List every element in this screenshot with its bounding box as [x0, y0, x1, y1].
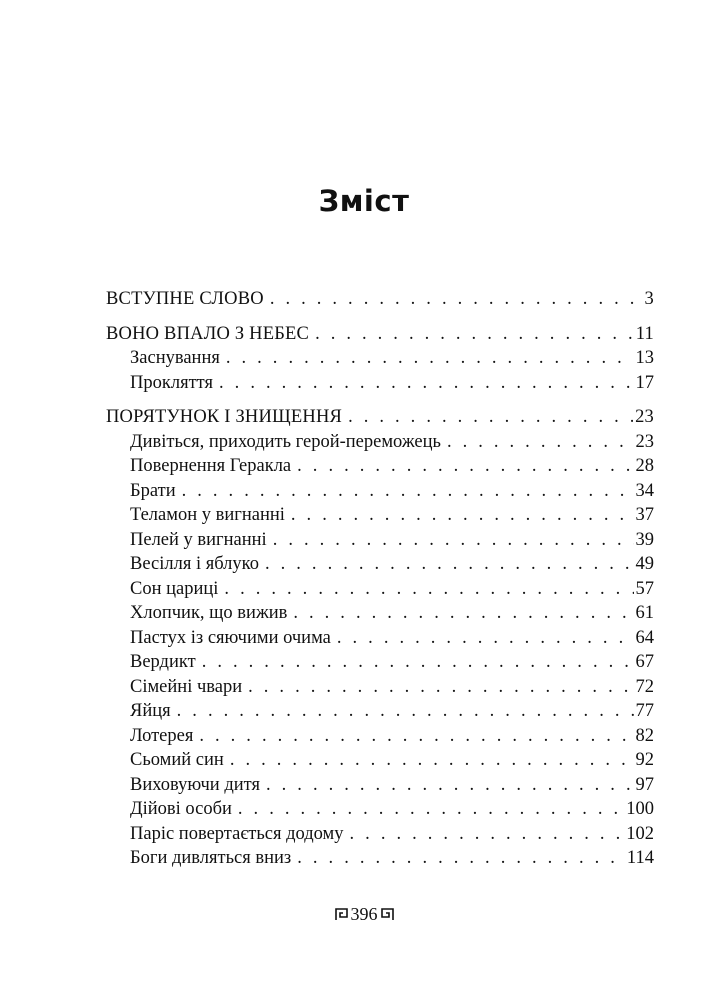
toc-entry-title: Яйця [130, 701, 171, 721]
toc-entry-page-number: 23 [635, 431, 654, 452]
toc-entry-page-number: 39 [635, 529, 654, 550]
dot-leader [297, 846, 625, 871]
toc-entry-title: Хлопчик, що вижив [130, 603, 288, 623]
toc-entry-page-number: 72 [635, 676, 654, 697]
dot-leader [265, 552, 634, 577]
toc-chapter-entry [106, 797, 654, 822]
toc-entry-page-number: 114 [626, 848, 654, 868]
dot-leader [266, 773, 634, 798]
toc-part-entry [106, 287, 654, 312]
dot-leader [182, 479, 634, 504]
toc-chapter-entry [106, 479, 654, 504]
toc-entry-page-number: 13 [635, 348, 654, 368]
toc-chapter-entry [106, 822, 654, 847]
toc-entry-title: Лотерея [130, 725, 194, 746]
toc-entry-page-number: 37 [635, 505, 654, 525]
toc-chapter-entry [106, 528, 654, 553]
toc-part-entry [106, 322, 654, 347]
toc-chapter-entry [106, 626, 654, 651]
toc-entry-title: ВОНО ВПАЛО З НЕБЕС [106, 323, 310, 344]
toc-entry-page-number: 17 [635, 372, 654, 393]
toc-entry-page-number: 49 [635, 554, 654, 574]
toc-chapter-entry [106, 371, 654, 396]
dot-leader [199, 724, 633, 749]
dot-leader [230, 748, 634, 773]
toc-chapter-entry [106, 430, 654, 455]
toc-chapter-entry [106, 724, 654, 749]
toc-part-entry [106, 405, 654, 430]
toc-entry-page-number: 28 [635, 456, 654, 476]
dot-leader [293, 601, 633, 626]
page-footer [0, 904, 728, 924]
dot-leader [270, 287, 643, 312]
toc-chapter-entry [106, 748, 654, 773]
page-number [335, 904, 394, 924]
dot-leader [248, 675, 633, 700]
toc-entry-page-number: 82 [635, 725, 654, 746]
toc-entry-page-number: 23 [635, 407, 654, 427]
toc-entry-title: Дивіться, приходить герой-переможець [130, 431, 441, 452]
toc-chapter-entry [106, 503, 654, 528]
dot-leader [337, 626, 634, 651]
toc-chapter-entry [106, 552, 654, 577]
dot-leader [219, 371, 633, 396]
toc-entry-page-number: 61 [635, 603, 654, 623]
toc-chapter-entry [106, 601, 654, 626]
toc-chapter-entry [106, 699, 654, 724]
dot-leader [447, 430, 634, 455]
toc-entry-title: Сьомий син [130, 750, 224, 770]
toc-entry-page-number: 77 [635, 701, 654, 721]
page-number-text: 396 [350, 904, 378, 924]
toc-entry-page-number: 102 [626, 823, 654, 844]
table-of-contents [106, 287, 654, 871]
toc-entry-title: Весілля і яблуко [130, 554, 259, 574]
toc-entry-page-number: 11 [635, 323, 654, 344]
dot-leader [315, 322, 634, 347]
toc-chapter-entry [106, 846, 654, 871]
toc-chapter-entry [106, 773, 654, 798]
toc-entry-title: Брати [130, 480, 176, 501]
dot-leader [238, 797, 624, 822]
dot-leader [224, 577, 633, 602]
toc-entry-page-number: 3 [644, 289, 654, 309]
toc-entry-title: Вердикт [130, 652, 196, 672]
dot-leader [297, 454, 633, 479]
toc-entry-title: Пастух із сяючими очима [130, 627, 331, 648]
dot-leader [273, 528, 634, 553]
toc-entry-title: Сімейні чвари [130, 676, 243, 697]
toc-entry-page-number: 34 [635, 480, 654, 501]
toc-entry-title: ПОРЯТУНОК І ЗНИЩЕННЯ [106, 407, 343, 427]
toc-entry-title: Паріс повертається додому [130, 823, 344, 844]
toc-entry-title: Дійові особи [130, 799, 232, 819]
toc-entry-title: Боги дивляться вниз [130, 848, 292, 868]
toc-chapter-entry [106, 675, 654, 700]
dot-leader [226, 346, 634, 371]
toc-chapter-entry [106, 650, 654, 675]
dot-leader [202, 650, 634, 675]
toc-entry-page-number: 92 [635, 750, 654, 770]
toc-entry-title: Виховуючи дитя [130, 774, 260, 795]
toc-entry-title: Сон цариці [130, 578, 219, 599]
toc-entry-page-number: 100 [626, 799, 654, 819]
toc-chapter-entry [106, 454, 654, 479]
toc-entry-page-number: 67 [635, 652, 654, 672]
toc-entry-page-number: 57 [635, 578, 654, 599]
dot-leader [177, 699, 634, 724]
toc-chapter-entry [106, 346, 654, 371]
toc-entry-title: Теламон у вигнанні [130, 505, 285, 525]
toc-entry-title: ВСТУПНЕ СЛОВО [106, 289, 264, 309]
toc-entry-title: Прокляття [130, 372, 214, 393]
toc-entry-title: Повернення Геракла [130, 456, 292, 476]
toc-entry-page-number: 97 [635, 774, 654, 795]
dot-leader [291, 503, 634, 528]
toc-entry-title: Заснування [130, 348, 220, 368]
dot-leader [350, 822, 625, 847]
dot-leader [348, 405, 633, 430]
toc-chapter-entry [106, 577, 654, 602]
toc-entry-page-number: 64 [635, 627, 654, 648]
page-title: Зміст [318, 184, 410, 218]
greek-key-left-icon [335, 908, 348, 921]
greek-key-right-icon [381, 908, 394, 921]
toc-entry-title: Пелей у вигнанні [130, 529, 267, 550]
